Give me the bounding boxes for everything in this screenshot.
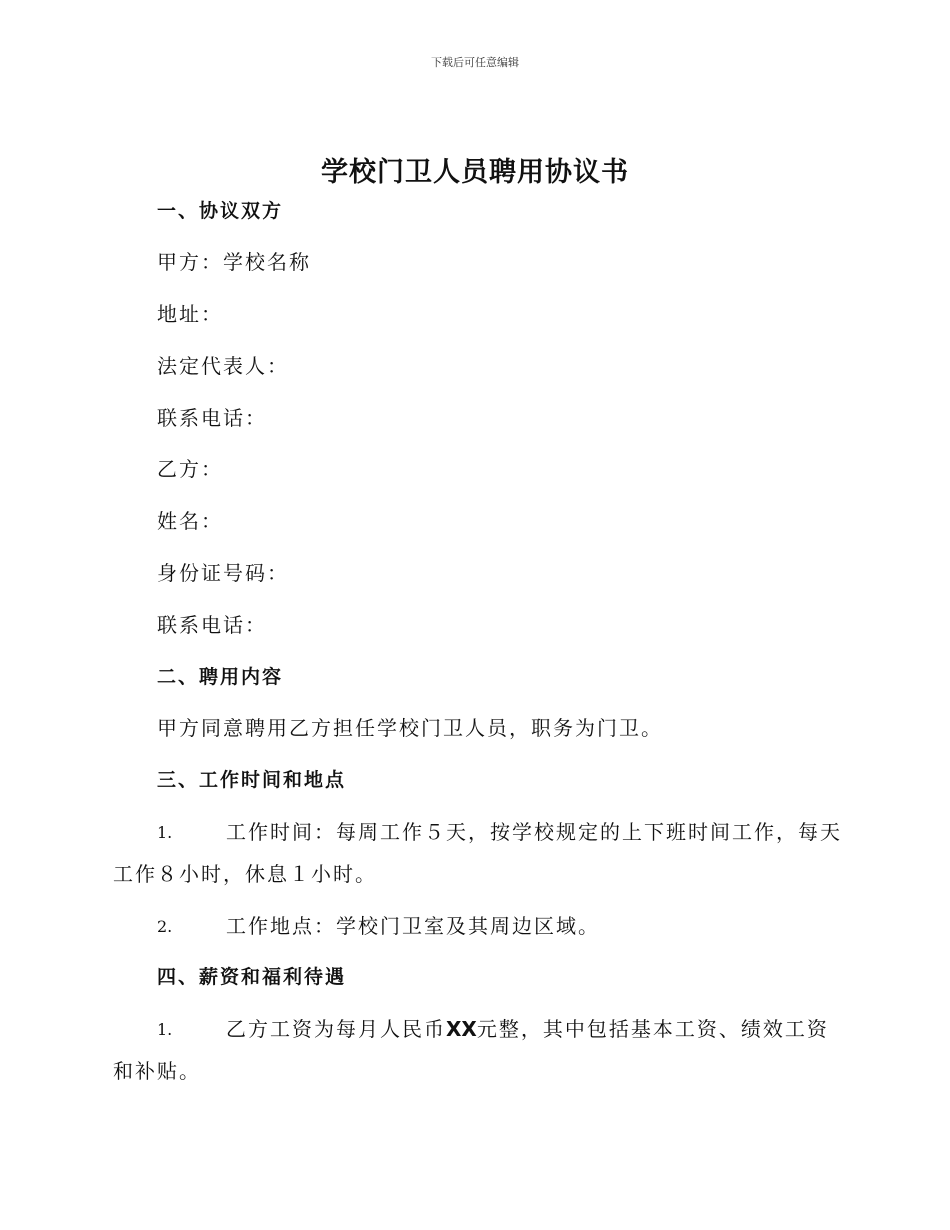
work-time-line1: 工作时间：每周工作５天，按学校规定的上下班时间工作，每天 xyxy=(226,820,842,844)
legal-rep-line: 法定代表人： xyxy=(157,354,289,378)
list-number: 1. xyxy=(157,1020,173,1039)
phone-a-line: 联系电话： xyxy=(157,406,267,430)
section-heading-content: 二、聘用内容 xyxy=(157,666,284,688)
party-a-line: 甲方：学校名称 xyxy=(157,250,311,274)
section-heading-salary: 四、薪资和福利待遇 xyxy=(157,966,347,988)
work-time-line2: 工作８小时，休息１小时。 xyxy=(113,862,377,886)
address-line: 地址： xyxy=(157,302,223,326)
salary-suffix-text: 元整，其中包括基本工资、绩效工资 xyxy=(476,1017,829,1041)
salary-amount-placeholder: XX xyxy=(446,1017,477,1041)
document-title: 学校门卫人员聘用协议书 xyxy=(321,157,629,188)
header-note: 下载后可任意编辑 xyxy=(431,56,519,69)
salary-line2: 和补贴。 xyxy=(113,1059,201,1083)
section-heading-parties: 一、协议双方 xyxy=(157,200,284,222)
list-number: 1. xyxy=(157,823,173,842)
salary-line1 xyxy=(226,1017,829,1041)
phone-b-line: 联系电话： xyxy=(157,613,267,637)
party-b-line: 乙方： xyxy=(157,457,223,481)
work-place-text: 工作地点：学校门卫室及其周边区域。 xyxy=(226,914,600,938)
id-number-line: 身份证号码： xyxy=(157,561,289,585)
employment-content-text: 甲方同意聘用乙方担任学校门卫人员，职务为门卫。 xyxy=(157,716,663,740)
name-line: 姓名： xyxy=(157,509,223,533)
list-number: 2. xyxy=(157,917,173,936)
section-heading-time-place: 三、工作时间和地点 xyxy=(157,769,347,791)
salary-prefix-text: 乙方工资为每月人民币 xyxy=(226,1017,446,1041)
